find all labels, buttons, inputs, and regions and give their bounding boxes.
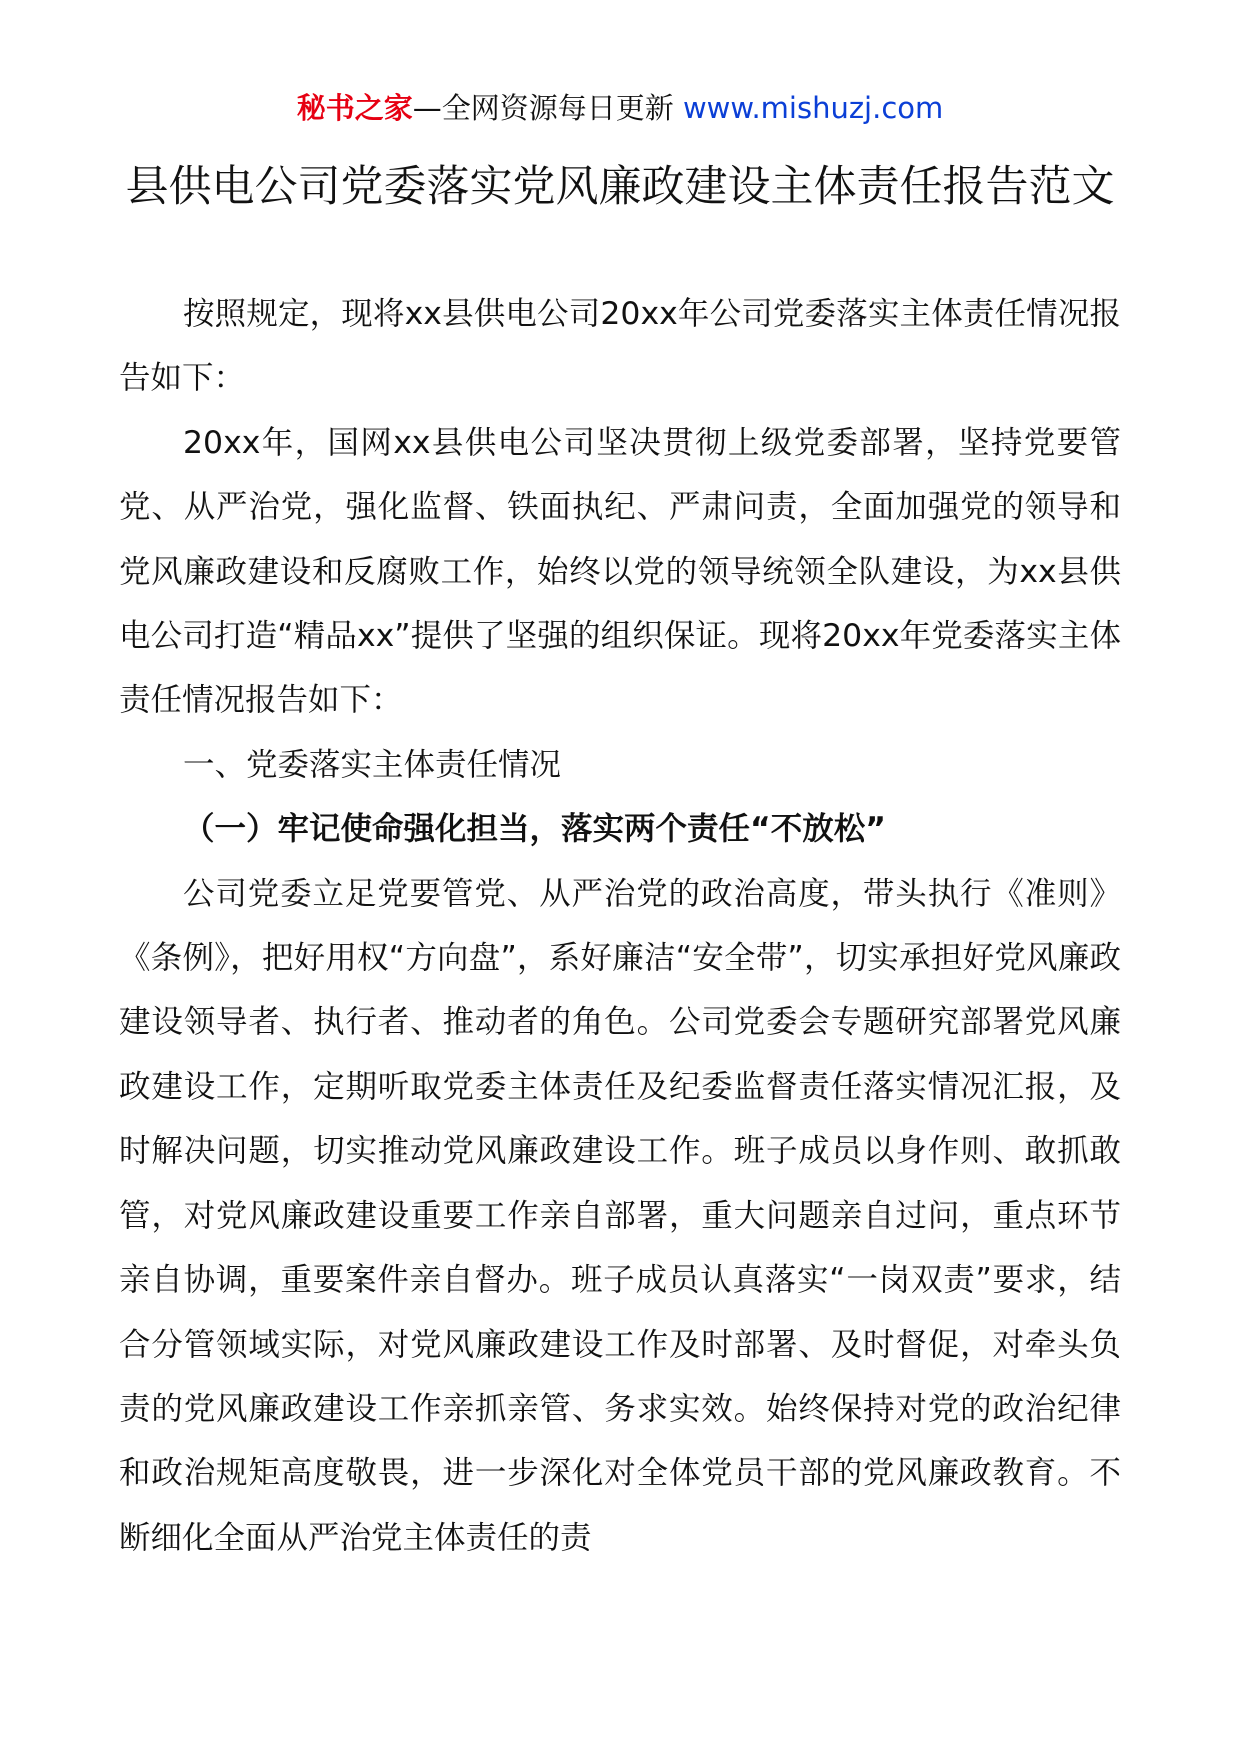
header-tagline: —全网资源每日更新 [412,91,674,125]
section-heading: 一、党委落实主体责任情况 [183,746,562,783]
brand-name: 秘书之家 [296,91,413,125]
site-header [0,88,1240,128]
site-url-link[interactable]: www.mishuzj.com [682,91,944,125]
body-paragraph: 公司党委立足党要管党、从严治党的政治高度，带头执行《准则》《条例》，把好用权“方向盘”，系好廉洁“安全带”，切实承担好党风廉政建设领导者、执行者、推动者的角色。公司党委会专题研究部署党风廉政建设工作，定期听取党委主体责任及纪委监督责任落实情况汇报，及时解决问题，切实推动党风廉政建设工作。班子成员以身作则、敢抓敢管，对党风廉政建设重要工作亲自部署，重大问题亲自过问，重点环节亲自协调，重要案件亲自督办。班子成员认真落实“一岗双责”要求，结合分管领域实际，对党风廉政建设工作及时部署、及时督促，对牵头负责的党风廉政建设工作亲抓亲管、务求实效。始终保持对党的政治纪律和政治规矩高度敬畏，进一步深化对全体党员干部的党风廉政教育。不断细化全面从严治党主体责任的责 [119,875,1121,1556]
intro-paragraph: 按照规定，现将xx县供电公司20xx年公司党委落实主体责任情况报告如下： [119,296,1121,397]
body-paragraph: 20xx年，国网xx县供电公司坚决贯彻上级党委部署，坚持党要管党、从严治党，强化监督、铁面执纪、严肃问责，全面加强党的领导和党风廉政建设和反腐败工作，始终以党的领导统领全队建设，为xx县供电公司打造“精品xx”提供了坚强的组织保证。现将20xx年党委落实主体责任情况报告如下： [119,424,1121,719]
subsection-heading: （一）牢记使命强化担当，落实两个责任“不放松” [183,811,886,848]
document-body [119,282,1121,1570]
document-title: 县供电公司党委落实党风廉政建设主体责任报告范文 [125,162,1115,212]
